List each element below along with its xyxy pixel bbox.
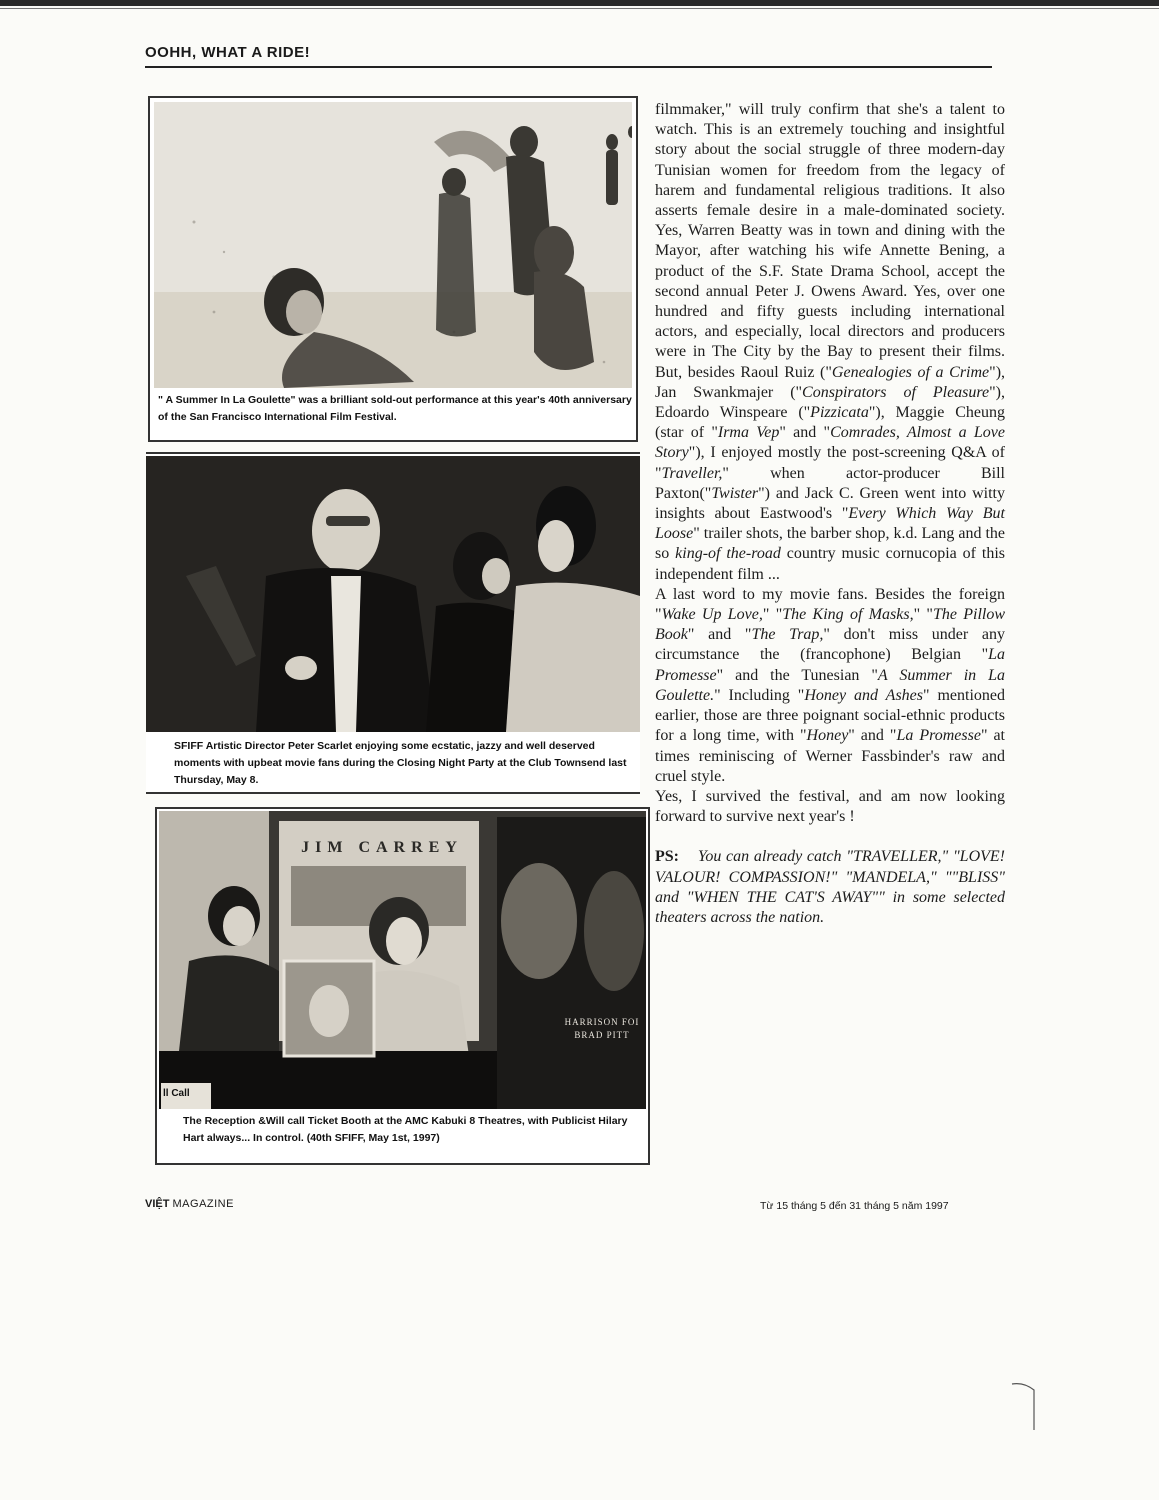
article-title-italic: king-of the-road	[675, 545, 781, 563]
header-rule	[145, 66, 992, 68]
photo-caption-2: SFIFF Artistic Director Peter Scarlet enjoying some ecstatic, jazzy and well deserved moments with upbeat movie fans during the Closing Night Party at the Club Townsend last Thursday, May 8.	[174, 740, 627, 786]
footer-brand-viet: VIỆT	[145, 1198, 170, 1210]
article-title-italic: A Summer in La Goulette.	[655, 666, 1005, 704]
article-title-italic: Honey and Ashes	[804, 686, 923, 704]
article-text-run: filmmaker," will truly confirm that she's a talent to watch. This is an extremely touching and insightful story about the social struggle of three modern-day Tunisian women for freedom from the legacy of harem and fundamental religious traditions. It also asserts female desire in a male-dominated society. Yes, Warren Beatty was in town and dining with the Mayor, after watching his wife Annette Bening, a product of the S.F. State Drama School, accept the second annual Peter J. Owens Award. Yes, over one hundred and fifty guests including international actors, and especially, local directors and producers were in The City by the Bay to present their films. But, besides Raoul Ruiz ("	[655, 101, 1005, 381]
poster-title-text: JIM CARREY	[301, 839, 463, 856]
article-text-run: " "	[913, 606, 933, 624]
article-text-run: " and "	[779, 424, 831, 442]
article-title-italic: La Promesse	[655, 646, 1005, 684]
ps-label: PS:	[655, 848, 679, 866]
article-text-run: " and the Tunesian "	[716, 666, 878, 684]
poster-credit-1: HARRISON FOI	[564, 1017, 640, 1027]
article-title-italic: La Promesse	[896, 727, 981, 745]
photo-frame-2	[146, 452, 640, 794]
article-paragraph-3	[655, 787, 1005, 827]
article-body	[655, 100, 1005, 928]
article-text-run: A last word to my movie fans. Besides the foreign "	[655, 585, 1005, 624]
footer-brand	[145, 1198, 234, 1210]
ps-text: You can already catch "TRAVELLER," "LOVE! VALOUR! COMPASSION!" "MANDELA," ""BLISS" and "WHEN THE CAT'S AWAY"" in some selected theaters across the nation.	[655, 848, 1006, 926]
beach-photo	[154, 102, 632, 388]
article-text-run: " when actor-producer Bill Paxton("	[655, 464, 1005, 502]
article-text-run: " "	[762, 606, 783, 624]
article-title-italic: Every Which Way But Loose	[655, 505, 1006, 543]
footer-issue-date: Từ 15 tháng 5 đến 31 tháng 5 năm 1997	[760, 1200, 949, 1212]
scan-mark	[1010, 1380, 1040, 1440]
article-text-run: country music cornucopia of this independent film ...	[655, 545, 1006, 583]
article-title-italic: The Pillow Book	[655, 606, 1006, 644]
article-text-run: ") and Jack C. Green went into witty insights about Eastwood's "	[655, 484, 1005, 523]
article-title-italic: The King of Masks,	[782, 606, 914, 624]
article-paragraph-1	[655, 100, 1005, 585]
article-text-run: " don't miss under any circumstance the (francophone) Belgian "	[655, 626, 1005, 664]
article-text-run: "), Edoardo Winspeare ("	[655, 383, 1005, 422]
page-header-title: OOHH, WHAT A RIDE!	[145, 44, 311, 61]
photo-frame-1	[148, 96, 638, 442]
article-title-italic: Genealogies of a Crime	[831, 363, 990, 381]
top-border-thin-rule	[0, 8, 1159, 9]
party-photo	[146, 456, 640, 732]
photo-frame-3	[155, 807, 650, 1165]
photo-caption-3: The Reception &Will call Ticket Booth at the AMC Kabuki 8 Theatres, with Publicist Hilary Hart always... In control. (40th SFIFF, May 1st, 1997)	[183, 1115, 628, 1144]
top-border-rule	[0, 0, 1159, 6]
article-text-run: "), Maggie Cheung (star of "	[655, 404, 1005, 442]
article-paragraph-2	[655, 585, 1005, 787]
article-text-run: " and "	[848, 727, 897, 745]
article-text-run: " Including "	[714, 686, 805, 704]
article-text-run: " mentioned earlier, those are three poignant social-ethnic products for a long time, with "	[655, 686, 1005, 745]
photo-caption-1: " A Summer In La Goulette" was a brilliant sold-out performance at this year's 40th anniversary of the San Francisco International Film Festival.	[158, 394, 632, 423]
article-text-run: "), I enjoyed mostly the post-screening Q&A of "	[655, 444, 1005, 482]
article-title-italic: Honey	[806, 727, 849, 745]
article-text-run: Yes, I survived the festival, and am now looking forward to survive next year's !	[655, 787, 1005, 826]
article-title-italic: Conspirators of Pleasure	[802, 383, 990, 401]
article-title-italic: Pizzicata	[810, 404, 869, 422]
footer-brand-magazine: MAGAZINE	[172, 1198, 234, 1210]
article-text-run: " trailer shots, the barber shop, k.d. Lang and the so	[655, 525, 1006, 563]
article-title-italic: Twister	[711, 484, 759, 502]
article-title-italic: The Trap,	[751, 626, 824, 644]
article-title-italic: Wake Up Love,	[661, 606, 763, 624]
article-title-italic: Irma Vep	[717, 424, 780, 442]
article-title-italic: Comrades, Almost a Love Story	[655, 424, 1005, 462]
booth-call-sign: ll Call	[163, 1088, 190, 1099]
poster-credit-2: BRAD PITT	[574, 1030, 630, 1040]
article-text-run: "), Jan Swankmajer ("	[655, 363, 1006, 401]
article-text-run: " at times reminiscing of Werner Fassbinder's raw and cruel style.	[655, 727, 1005, 785]
article-title-italic: Traveller,	[661, 464, 723, 482]
article-ps	[655, 847, 1005, 928]
article-text-run: " and "	[687, 626, 752, 644]
